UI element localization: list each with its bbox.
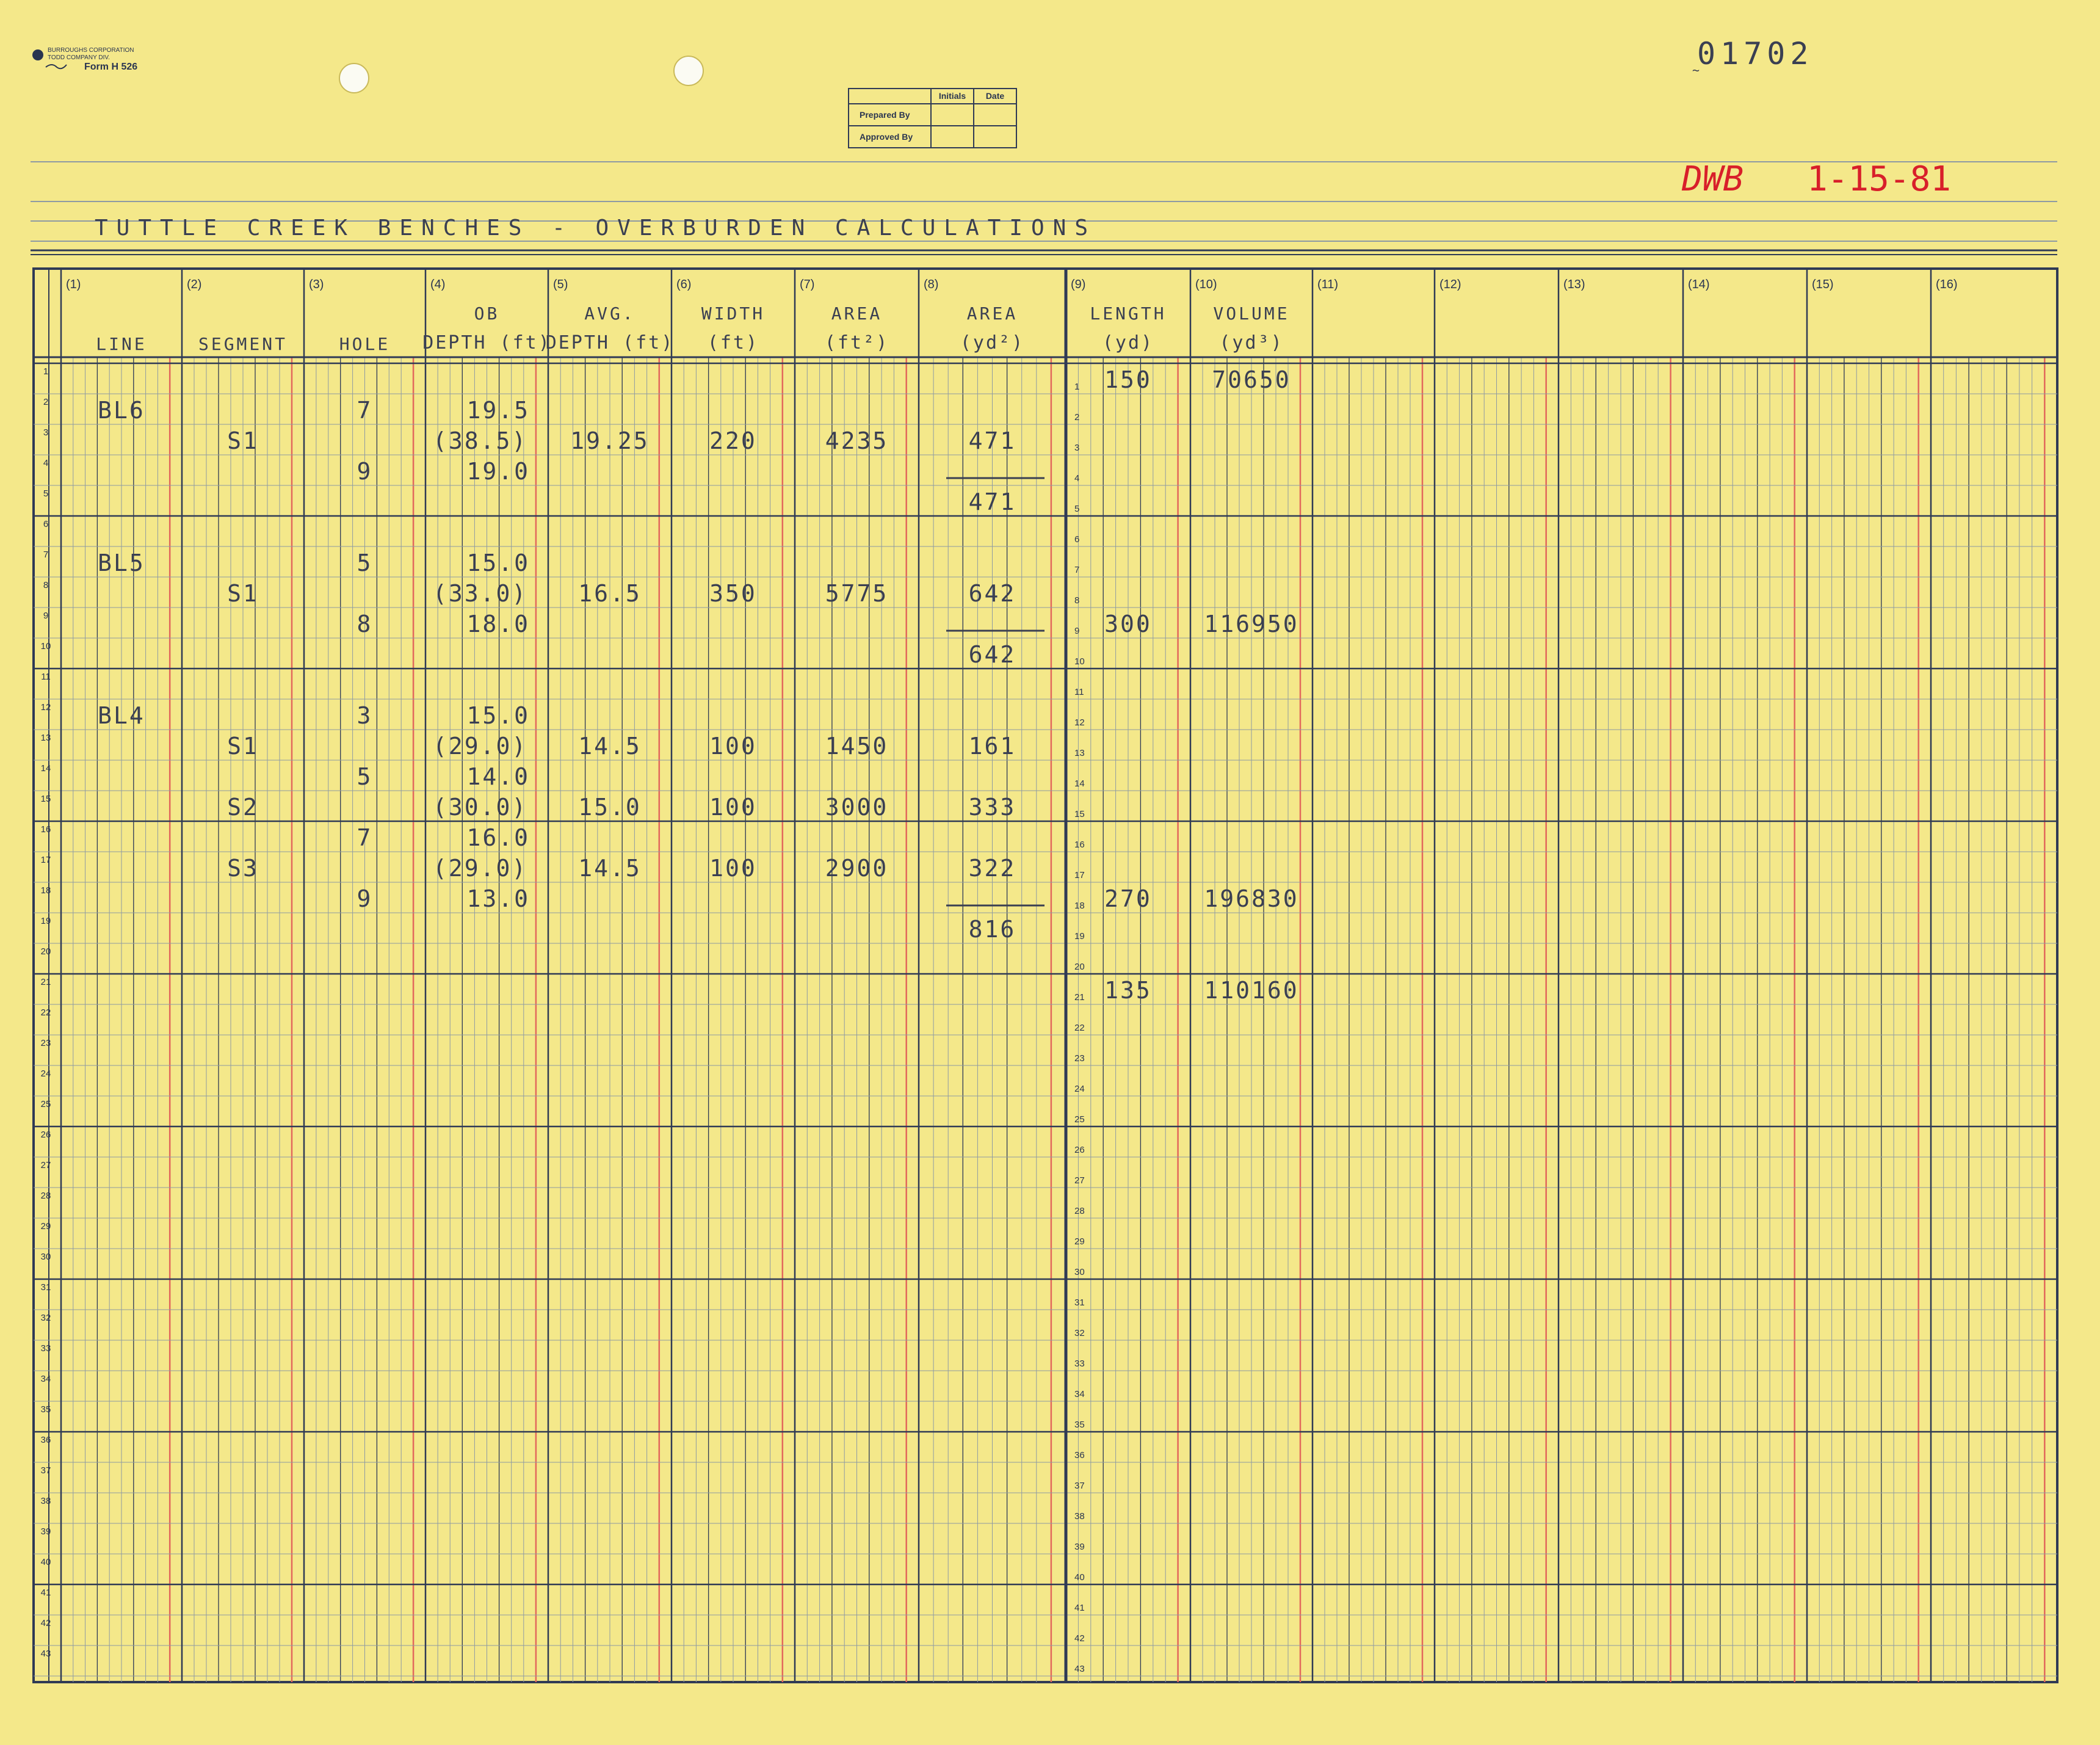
- ledger-entry: 14.0: [466, 763, 530, 790]
- ledger-entry: 2900: [825, 855, 889, 882]
- row-number: 22: [1074, 1023, 1085, 1033]
- row-number: 35: [1074, 1420, 1085, 1430]
- row-number: 15: [40, 794, 51, 804]
- row-number: 41: [1074, 1603, 1085, 1613]
- row-number: 11: [41, 672, 51, 682]
- row-number: 28: [40, 1191, 51, 1201]
- row-number: 9: [1074, 626, 1080, 636]
- row-number: 37: [1074, 1481, 1085, 1491]
- column-number: (7): [800, 278, 815, 291]
- column-label: SEGMENT: [198, 334, 288, 354]
- ledger-entry: (29.0): [433, 855, 528, 882]
- row-number: 3: [43, 427, 49, 438]
- column-unit: (ft): [707, 332, 759, 354]
- row-number: 7: [43, 550, 49, 560]
- row-number: 39: [40, 1526, 51, 1537]
- ledger-entry: 19.5: [466, 397, 530, 424]
- column-number: (8): [924, 278, 939, 291]
- column-number: (10): [1195, 278, 1217, 291]
- ledger-entry: 116950: [1204, 611, 1299, 637]
- row-number: 24: [1074, 1084, 1085, 1094]
- row-number: 24: [40, 1068, 51, 1079]
- row-number: 42: [40, 1618, 51, 1628]
- ledger-entry: 100: [709, 794, 757, 821]
- ledger-entry: 15.0: [578, 794, 642, 821]
- column-label: AREA: [831, 303, 883, 324]
- row-number: 29: [40, 1221, 51, 1232]
- ledger-entry: (33.0): [433, 580, 528, 607]
- row-number: 27: [40, 1160, 51, 1170]
- row-number: 36: [1074, 1450, 1085, 1460]
- date-header: Date: [985, 91, 1005, 101]
- row-number: 26: [1074, 1145, 1085, 1155]
- row-number: 32: [40, 1313, 51, 1323]
- row-number: 38: [1074, 1511, 1085, 1522]
- row-number: 14: [1074, 778, 1085, 789]
- ledger-entry: 300: [1104, 611, 1152, 637]
- column-number: (3): [309, 278, 324, 291]
- ledger-entry: 7: [357, 397, 373, 424]
- document-number: 01702: [1697, 36, 1814, 71]
- row-number: 15: [1074, 809, 1085, 819]
- row-number: 8: [1074, 595, 1080, 606]
- row-number: 28: [1074, 1206, 1085, 1216]
- ledger-entry: 70650: [1212, 366, 1291, 393]
- row-number: 12: [1074, 717, 1085, 728]
- ledger-entry: 471: [968, 427, 1016, 454]
- row-number: 13: [1074, 748, 1085, 758]
- ledger-entry: 816: [968, 916, 1016, 943]
- row-number: 33: [1074, 1359, 1085, 1369]
- column-number: (9): [1071, 278, 1086, 291]
- row-number: 16: [40, 824, 51, 835]
- column-number: (16): [1936, 278, 1958, 291]
- ledger-entry: 100: [709, 733, 757, 760]
- punch-hole: [339, 63, 369, 93]
- column-unit: DEPTH (ft): [422, 332, 551, 354]
- column-number: (15): [1812, 278, 1834, 291]
- row-number: 11: [1074, 687, 1084, 697]
- column-number: (4): [430, 278, 446, 291]
- row-number: 31: [1074, 1297, 1085, 1308]
- row-number: 17: [1074, 870, 1085, 880]
- row-number: 4: [43, 458, 49, 468]
- ledger-entry: 14.5: [578, 733, 642, 760]
- row-number: 36: [40, 1435, 51, 1445]
- ledger-entry: 15.0: [466, 702, 530, 729]
- ledger-entry: 18.0: [466, 611, 530, 637]
- row-number: 22: [40, 1007, 51, 1018]
- ledger-entry: S1: [227, 427, 259, 454]
- ledger-entry: S3: [227, 855, 259, 882]
- row-number: 35: [40, 1404, 51, 1415]
- signature-date: 1-15-81: [1807, 159, 1952, 199]
- row-number: 18: [40, 885, 51, 896]
- ledger-entry: 642: [968, 580, 1016, 607]
- ledger-entry: S1: [227, 580, 259, 607]
- row-number: 1: [1074, 382, 1080, 392]
- row-number: 9: [43, 611, 49, 621]
- row-number: 40: [1074, 1572, 1085, 1583]
- signature-initials: DWB: [1682, 159, 1744, 199]
- column-label: HOLE: [339, 334, 391, 354]
- ledger-entry: 110160: [1204, 977, 1299, 1004]
- ledger-entry: 19.0: [466, 458, 530, 485]
- row-number: 41: [40, 1587, 51, 1598]
- row-number: 3: [1074, 443, 1080, 453]
- ledger-entry: 5: [357, 763, 373, 790]
- row-number: 33: [40, 1343, 51, 1354]
- row-number: 17: [40, 855, 51, 865]
- ledger-entry: 333: [968, 794, 1016, 821]
- row-number: 2: [1074, 412, 1080, 423]
- svg-text:~: ~: [1692, 63, 1700, 78]
- row-number: 23: [1074, 1053, 1085, 1064]
- column-number: (1): [66, 278, 81, 291]
- ledger-entry: 16.0: [466, 824, 530, 851]
- row-number: 5: [1074, 504, 1080, 514]
- row-number: 10: [1074, 656, 1085, 667]
- ledger-entry: 350: [709, 580, 757, 607]
- ledger-entry: S2: [227, 794, 259, 821]
- ledger-entry: 5: [357, 550, 373, 576]
- ledger-entry: BL6: [98, 397, 145, 424]
- row-number: 40: [40, 1557, 51, 1567]
- ledger-entry: 4235: [825, 427, 889, 454]
- ledger-entry: BL5: [98, 550, 145, 576]
- column-unit: DEPTH (ft): [545, 332, 675, 354]
- row-number: 6: [1074, 534, 1080, 545]
- row-number: 23: [40, 1038, 51, 1048]
- ledger-entry: 15.0: [466, 550, 530, 576]
- row-number: 4: [1074, 473, 1080, 484]
- row-number: 2: [43, 397, 49, 407]
- row-number: 43: [1074, 1664, 1085, 1674]
- company-name: BURROUGHS CORPORATION: [48, 47, 134, 54]
- ledger-entry: 3: [357, 702, 373, 729]
- row-number: 26: [40, 1130, 51, 1140]
- row-number: 1: [43, 366, 49, 377]
- column-number: (6): [676, 278, 692, 291]
- row-number: 6: [43, 519, 49, 529]
- prepared-by-label: Prepared By: [860, 110, 910, 120]
- sheet-title: TUTTLE CREEK BENCHES - OVERBURDEN CALCULATIONS: [95, 216, 1096, 241]
- row-number: 8: [43, 580, 49, 590]
- row-number: 10: [40, 641, 51, 651]
- row-number: 39: [1074, 1542, 1085, 1552]
- column-label: LINE: [96, 334, 147, 354]
- ledger-entry: (29.0): [433, 733, 528, 760]
- ledger-entry: 150: [1104, 366, 1152, 393]
- ledger-entry: 3000: [825, 794, 889, 821]
- ledger-entry: 9: [357, 458, 373, 485]
- column-number: (5): [553, 278, 568, 291]
- column-unit: (yd³): [1219, 332, 1284, 354]
- row-number: 27: [1074, 1175, 1085, 1186]
- row-number: 21: [40, 977, 51, 987]
- row-number: 32: [1074, 1328, 1085, 1338]
- row-number: 29: [1074, 1236, 1085, 1247]
- row-number: 21: [1074, 992, 1085, 1003]
- row-number: 20: [1074, 962, 1085, 972]
- ledger-entry: (38.5): [433, 427, 528, 454]
- row-number: 19: [40, 916, 51, 926]
- column-unit: (ft²): [824, 332, 889, 354]
- row-number: 13: [40, 733, 51, 743]
- column-label: WIDTH: [701, 303, 766, 324]
- column-label: LENGTH: [1090, 303, 1167, 324]
- row-number: 16: [1074, 840, 1085, 850]
- row-number: 42: [1074, 1633, 1085, 1644]
- row-number: 25: [40, 1099, 51, 1109]
- ledger-entry: S1: [227, 733, 259, 760]
- initials-header: Initials: [938, 91, 966, 101]
- column-unit: (yd): [1102, 332, 1154, 354]
- column-label: VOLUME: [1213, 303, 1290, 324]
- column-number: (11): [1317, 278, 1339, 291]
- ledger-entry: 270: [1104, 885, 1152, 912]
- ledger-entry: 16.5: [578, 580, 642, 607]
- row-number: 37: [40, 1465, 51, 1476]
- row-number: 20: [40, 946, 51, 957]
- row-number: 43: [40, 1649, 51, 1659]
- ledger-entry: 13.0: [466, 885, 530, 912]
- ledger-entry: 471: [968, 488, 1016, 515]
- ledger-entry: 9: [357, 885, 373, 912]
- row-number: 34: [1074, 1389, 1085, 1399]
- ledger-entry: 220: [709, 427, 757, 454]
- row-number: 12: [40, 702, 51, 713]
- approved-by-label: Approved By: [860, 132, 913, 142]
- column-number: (12): [1439, 278, 1461, 291]
- column-label: OB: [474, 303, 500, 324]
- ledger-entry: 8: [357, 611, 373, 637]
- company-division: TODD COMPANY DIV.: [48, 54, 110, 61]
- column-number: (14): [1688, 278, 1710, 291]
- ledger-entry: 1450: [825, 733, 889, 760]
- row-number: 38: [40, 1496, 51, 1506]
- ledger-entry: 135: [1104, 977, 1152, 1004]
- row-number: 25: [1074, 1114, 1085, 1125]
- row-number: 18: [1074, 901, 1085, 911]
- column-label: AREA: [966, 303, 1018, 324]
- column-label: AVG.: [584, 303, 635, 324]
- ledger-entry: 161: [968, 733, 1016, 760]
- ledger-entry: 642: [968, 641, 1016, 668]
- row-number: 19: [1074, 931, 1085, 941]
- row-number: 7: [1074, 565, 1080, 575]
- ledger-entry: 5775: [825, 580, 889, 607]
- column-unit: (yd²): [960, 332, 1025, 354]
- ledger-entry: 196830: [1204, 885, 1299, 912]
- ledger-entry: BL4: [98, 702, 145, 729]
- ledger-entry: (30.0): [433, 794, 528, 821]
- row-number: 30: [1074, 1267, 1085, 1277]
- ledger-entry: 19.25: [570, 427, 650, 454]
- ledger-entry: 14.5: [578, 855, 642, 882]
- punch-hole: [674, 56, 703, 85]
- row-number: 30: [40, 1252, 51, 1262]
- column-number: (2): [187, 278, 202, 291]
- ledger-entry: 100: [709, 855, 757, 882]
- row-number: 31: [40, 1282, 51, 1293]
- form-id: Form H 526: [84, 62, 138, 72]
- row-number: 14: [40, 763, 51, 774]
- row-number: 34: [40, 1374, 51, 1384]
- ledger-entry: 7: [357, 824, 373, 851]
- row-number: 5: [43, 488, 49, 499]
- ledger-entry: 322: [968, 855, 1016, 882]
- column-number: (13): [1563, 278, 1585, 291]
